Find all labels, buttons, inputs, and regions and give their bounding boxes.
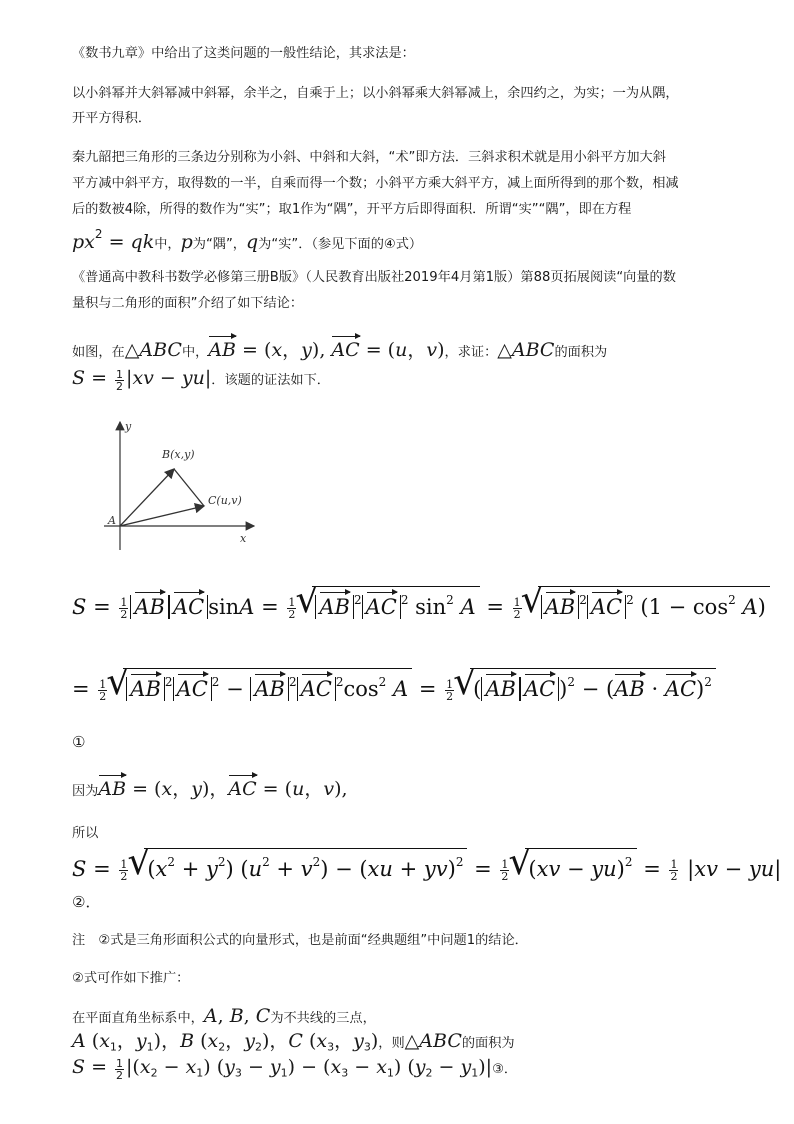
formula-mark-1: ① [72, 733, 86, 751]
because-line: 因为AB = (x，y)，AC = (u，v), [72, 778, 348, 800]
note-line: 注 ②式是三角形面积公式的向量形式，也是前面“经典题组”中问题1的结论． [72, 933, 528, 948]
so-label: 所以 [72, 826, 99, 841]
generalize-line: ②式可作如下推广： [72, 971, 190, 986]
textbook-line-1: 《普通高中教科书数学必修第三册B版》（人民教育出版社2019年4月第1版）第88页拓展阅读“向量的数 [72, 270, 676, 285]
problem-line-1: 如图，在△ABC中，AB = (x，y), AC = (u，v)，求证：△ABC的面积为 [72, 339, 608, 361]
segment-bc [174, 469, 204, 506]
point-b-label: B(x,y) [162, 448, 195, 461]
equation-line-3: S = $\frac{1}{2}$ √ $(x^2 + y^2) (u^2 + v^2) - (xu + yv)^2$ = $\frac{1}{2}$ √ (xv − yu)$^2$ = $\frac{1}{2}$ |xv − yu| [72, 848, 794, 882]
equation-line-1: S = $\frac{1}{2}$ AB AC sinA = $\frac{1}{2}$ √ AB $^2$ AC $^2$ $\sin^2 A$ = $\frac{1}{2}$ √ AB $^2$ AC $^2$ $(1 - \cos^2 A)$ [72, 586, 794, 620]
point-c-label: C(u,v) [208, 494, 242, 507]
point-a-label: A [108, 514, 116, 527]
y-label: y [125, 420, 132, 433]
vector-ab [120, 469, 174, 526]
quote-line-2: 开平方得积． [72, 111, 152, 126]
explain-line-1: 秦九韶把三角形的三条边分别称为小斜、中斜和大斜，“术”即方法．三斜求积术就是用小斜平方加大斜 [72, 150, 666, 165]
textbook-line-2: 量积与二角形的面积”介绍了如下结论： [72, 296, 304, 311]
general-formula-line: S = $\frac{1}{2}$ $|(x_2 - x_1) (y_3 - y_1) - (x_3 - x_1) (y_2$ − $y_1)|③$． [72, 1056, 518, 1082]
formula-mark-2: ②． [72, 893, 101, 911]
vector-ac [120, 506, 204, 526]
x-label: x [240, 532, 247, 545]
explain-line-3: 后的数被4除，所得的数作为“实”；取1作为“隅”，开平方后即得面积．所谓“实”“隅”，即在方程 [72, 202, 632, 217]
coordinate-figure [104, 416, 264, 550]
problem-line-2: S = $\frac{1}{2}$ |xv − yu|．该题的证法如下． [72, 367, 330, 393]
plane-line: 在平面直角坐标系中，A, B, C为不共线的三点， [72, 1005, 376, 1027]
points-line: A ($x_1$，$y_1$)，B ($x_2$，$y_2$)，C ($x_3$，$y_3$)，则△ABC的面积为 [72, 1030, 515, 1054]
equation-line-2: = $\frac{1}{2}$ √ AB $^2$ AC $^2$ − AB $^2$ AC $^2\cos^2$ A = $\frac{1}{2}$ √ ( AB AC )$^2$ − (AB · AC)$^2$ [72, 668, 794, 702]
intro-line: 《数书九章》中给出了这类问题的一般性结论，其求法是： [72, 46, 415, 61]
explain-line-4: $px^2$ = qk中，p为“隅”，q为“实”．（参见下面的④式） [72, 227, 423, 253]
explain-line-2: 平方减中斜平方，取得数的一半，自乘而得一个数；小斜平方乘大斜平方，减上面所得到的那个数，相减 [72, 176, 679, 191]
quote-line-1: 以小斜幂并大斜幂减中斜幂，余半之，自乘于上；以小斜幂乘大斜幂减上，余四约之，为实；一为从隅， [72, 86, 679, 101]
